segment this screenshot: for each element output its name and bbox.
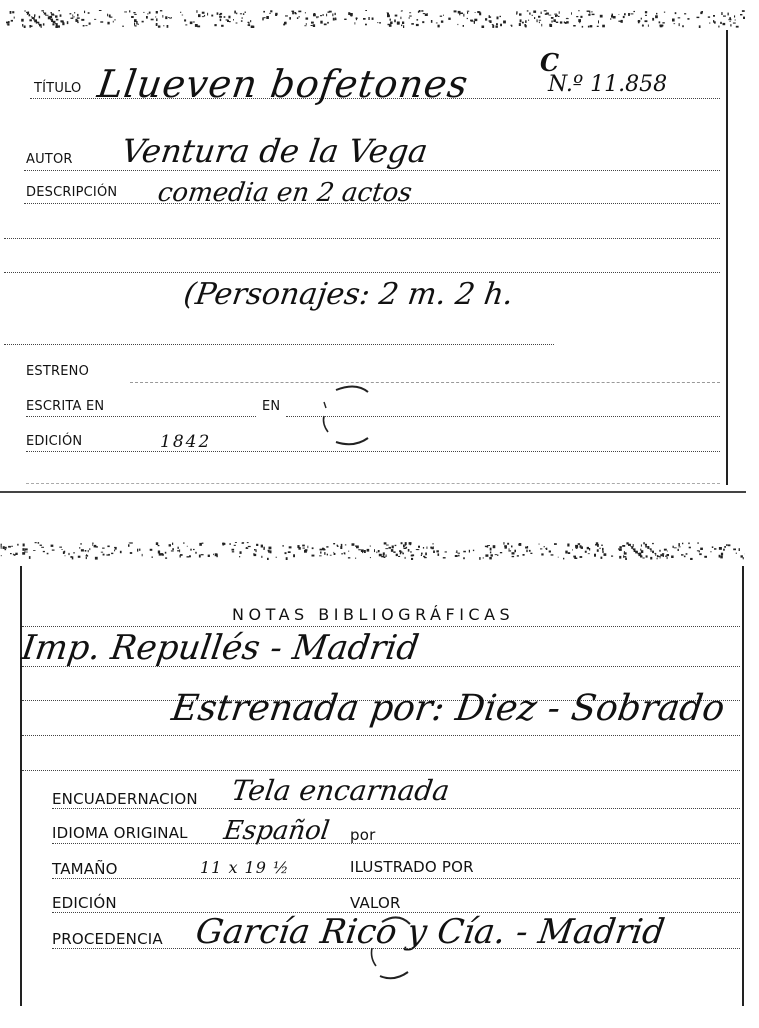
encuadernacion-value: Tela encarnada	[229, 774, 452, 807]
valor-label: VALOR	[350, 894, 401, 912]
torn-edge-noise	[0, 10, 745, 28]
encuadernacion-label: ENCUADERNACION	[52, 790, 198, 808]
idioma-rule	[52, 843, 740, 844]
tamano-value: 11 x 19 ½	[200, 858, 290, 877]
edicion-b-label: EDICIÓN	[52, 894, 117, 912]
punch-hole-mark-bottom	[362, 912, 418, 982]
notas-rule-0	[22, 626, 740, 627]
por-label: por	[350, 826, 376, 844]
escrita-en-label: ESCRITA EN	[26, 399, 105, 414]
card-bottom-border	[0, 491, 746, 493]
blank-rule-2	[4, 272, 720, 273]
card-left-border	[20, 566, 22, 1006]
edicion-rule	[26, 451, 720, 452]
note-imprenta: Imp. Repullés - Madrid	[19, 628, 422, 668]
procedencia-value: García Rico y Cía. - Madrid	[193, 912, 668, 952]
number-letter: C	[540, 48, 560, 77]
notas-rule-1	[22, 666, 740, 667]
titulo-value: Llueven bofetones	[94, 62, 472, 106]
ilustrado-label: ILUSTRADO POR	[350, 858, 474, 876]
descripcion-value: comedia en 2 actos	[155, 178, 414, 208]
tamano-rule	[52, 878, 740, 879]
autor-value: Ventura de la Vega	[119, 132, 431, 170]
blank-rule-3	[4, 344, 554, 345]
edicion-value: 1842	[160, 432, 212, 452]
catalog-card-top	[0, 0, 759, 492]
notas-rule-3	[22, 735, 740, 736]
tamano-label: TAMAÑO	[52, 860, 118, 878]
en-label: EN	[262, 399, 281, 414]
idioma-value: Español	[221, 816, 332, 846]
notas-rule-4	[22, 770, 740, 771]
procedencia-label: PROCEDENCIA	[52, 930, 163, 948]
escrita-en-rule	[26, 416, 256, 417]
punch-hole-mark	[316, 382, 376, 448]
personajes-value: (Personajes: 2 m. 2 h.	[181, 277, 516, 312]
bottom-rule	[26, 483, 720, 484]
card-right-border	[726, 30, 728, 485]
titulo-label: TÍTULO	[34, 81, 82, 96]
idioma-label: IDIOMA ORIGINAL	[52, 824, 188, 842]
autor-rule	[24, 170, 720, 171]
note-estrenada: Estrenada por: Diez - Sobrado	[169, 688, 728, 729]
estreno-rule	[130, 382, 720, 383]
descripcion-label: DESCRIPCIÓN	[26, 185, 118, 200]
autor-label: AUTOR	[26, 152, 73, 167]
blank-rule-1	[4, 238, 720, 239]
estreno-label: ESTRENO	[26, 364, 90, 379]
edicion-label: EDICIÓN	[26, 434, 83, 449]
notas-header: NOTAS BIBLIOGRÁFICAS	[232, 605, 515, 624]
torn-edge-noise-bottom	[0, 542, 745, 560]
catalog-number: N.º 11.858	[548, 72, 668, 97]
encuadernacion-rule	[52, 808, 740, 809]
card-right-border-bottom	[742, 566, 744, 1006]
